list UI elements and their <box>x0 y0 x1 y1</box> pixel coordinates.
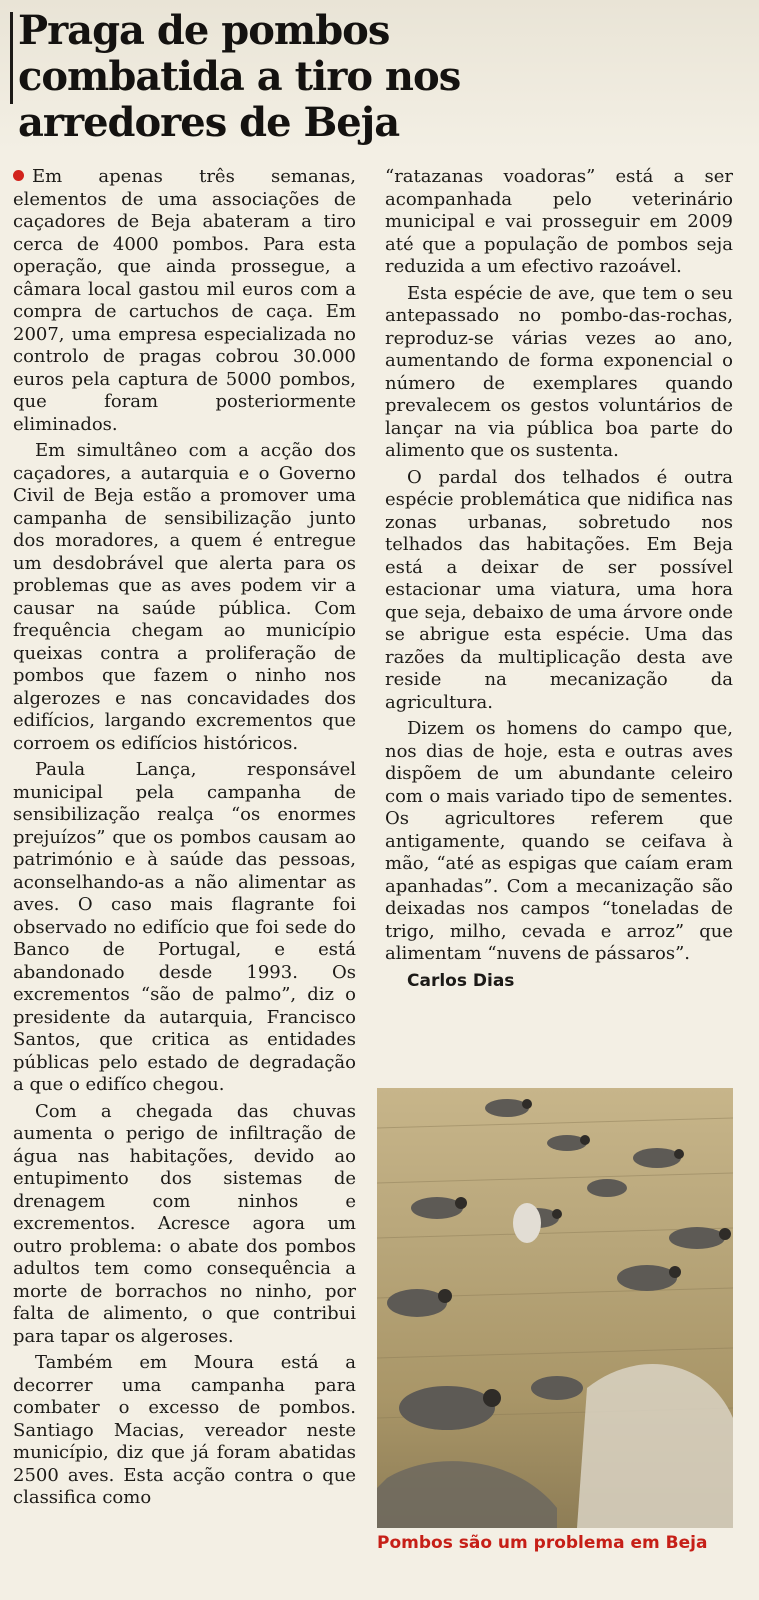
paragraph: Paula Lança, responsável municipal pela campanha de sensibilização realça “os enormes prejuízos” que os pombos causam ao património e à saúde das pessoas, aconselhando-as a não alimentar as aves. O caso mais flagrante foi observado no edifício que foi sede do Banco de Portugal, e está abandonado desde 1993. Os excrementos “são de palmo”, diz o presidente da autarquia, Francisco Santos, que critica as entidades públicas pelo estado de degradação a que o edifíco chegou. <box>13 759 356 1095</box>
paragraph: Esta espécie de ave, que tem o seu antepassado no pombo-das-rochas, reproduz-se várias vezes ao ano, aumentando de forma exponencial o número de exemplares quando prevalecem os gestos voluntários de lançar na via pública boa parte do alimento que os sustenta. <box>385 282 733 461</box>
photo-caption: Pombos são um problema em Beja <box>377 1533 708 1553</box>
article-column-left <box>13 166 356 1514</box>
paragraph: Dizem os homens do campo que, nos dias de hoje, esta e outras aves dispõem de um abundante celeiro com o mais variado tipo de sementes. Os agricultores referem que antigamente, quando se ceifava à mão, “até as espigas que caíam eram apanhadas”. Com a mecanização são deixadas nos campos “toneladas de trigo, milho, cevada e arroz” que alimentam “nuvens de pássaros”. <box>385 718 733 964</box>
article-headline: Praga de pombos combatida a tiro nos arredores de Beja <box>18 7 461 146</box>
article-column-right <box>385 166 733 996</box>
paragraph: O pardal dos telhados é outra espécie problemática que nidifica nas zonas urbanas, sobretudo nos telhados das habitações. Em Beja está a deixar de ser possível estacionar uma viatura, uma hora que seja, debaixo de uma árvore onde se abrigue esta espécie. Uma das razões da multiplicação desta ave reside na mecanização da agricultura. <box>385 466 733 713</box>
pigeons-photo <box>377 1088 733 1528</box>
headline-rule <box>10 12 13 104</box>
paragraph: Em simultâneo com a acção dos caçadores, a autarquia e o Governo Civil de Beja estão a promover uma campanha de sensibilização junto dos moradores, a quem é entregue um desdobrável que alerta para os problemas que as aves podem vir a causar na saúde pública. Com frequência chegam ao município queixas contra a proliferação de pombos que fazem o ninho nos algerozes e nas concavidades dos edifícios, largando excrementos que corroem os edifícios históricos. <box>13 440 356 754</box>
bullet-icon <box>13 170 24 181</box>
pigeons-illustration <box>377 1088 733 1528</box>
paragraph: “ratazanas voadoras” está a ser acompanhada pelo veterinário municipal e vai prosseguir em 2009 até que a população de pombos seja reduzida a um efectivo razoável. <box>385 166 733 277</box>
paragraph-text: Em apenas três semanas, elementos de uma associações de caçadores de Beja abateram a tiro cerca de 4000 pombos. Para esta operação, que ainda prossegue, a câmara local gastou mil euros com a compra de cartuchos de caça. Em 2007, uma empresa especializada no controlo de pragas cobrou 30.000 euros pela captura de 5000 pombos, que foram posteriormente eliminados. <box>13 166 356 435</box>
paragraph: Com a chegada das chuvas aumenta o perigo de infiltração de água nas habitações, devido ao entupimento dos sistemas de drenagem com ninhos e excrementos. Acresce agora um outro problema: o abate dos pombos adultos tem como consequência a morte de borrachos no ninho, por falta de alimento, o que contribui para tapar os algeroses. <box>13 1100 356 1347</box>
paragraph <box>13 166 356 436</box>
paragraph: Também em Moura está a decorrer uma campanha para combater o excesso de pombos. Santiago Macias, vereador neste município, diz que já foram abatidas 2500 aves. Esta acção contra o que classifica como <box>13 1352 356 1508</box>
byline: Carlos Dias <box>407 970 515 991</box>
